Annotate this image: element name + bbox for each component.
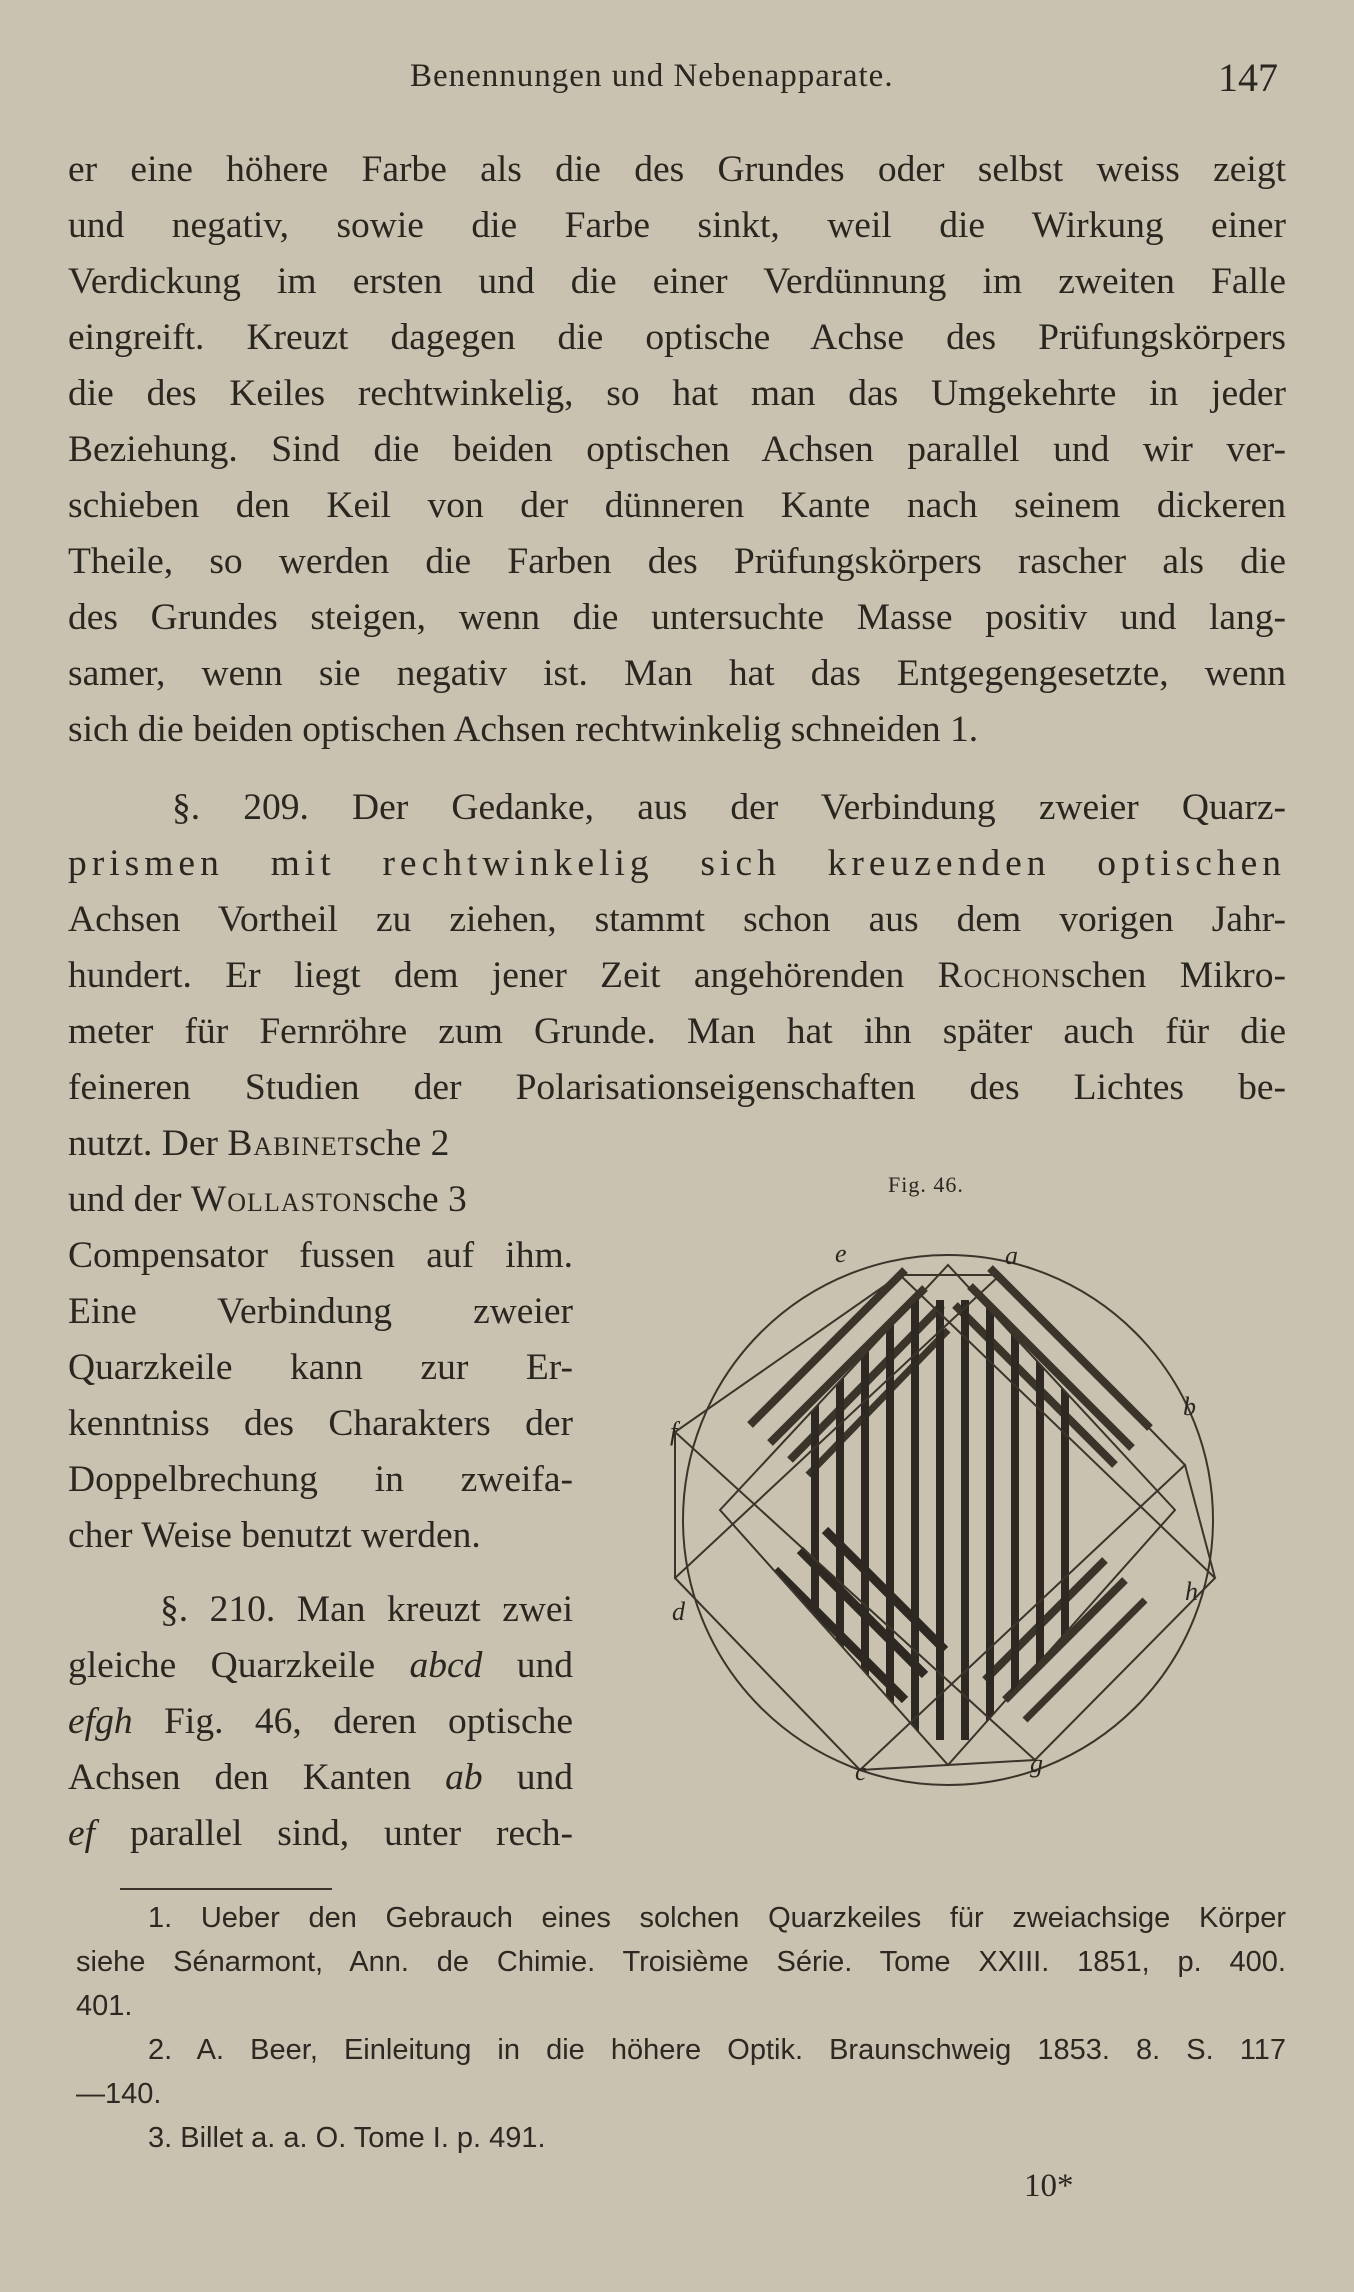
text-run: sche 2 (354, 1123, 450, 1164)
page-number: 147 (1218, 55, 1278, 100)
italic-letters: ef (68, 1813, 96, 1854)
text-line: Achsen Vortheil zu ziehen, stammt schon aus dem vorigen Jahr- (68, 899, 1286, 940)
text-line: und negativ, sowie die Farbe sinkt, weil die Wirkung einer (68, 205, 1286, 246)
text-run: und der (68, 1179, 191, 1220)
text-run: und (482, 1757, 573, 1798)
label-g: g (1030, 1749, 1043, 1778)
wedge-efgh-outline (675, 1275, 1215, 1760)
section-209 (68, 780, 1286, 1116)
text-run: Achsen den Kanten (68, 1757, 446, 1798)
text-line (68, 948, 1286, 1004)
text-line: Beziehung. Sind die beiden optischen Achsen parallel und wir ver- (68, 429, 1286, 470)
figure-labels (670, 1239, 1198, 1786)
text-line: des Grundes steigen, wenn die untersuchte Masse positiv und lang- (68, 597, 1286, 638)
text-line: Quarzkeile kann zur Er- (68, 1347, 573, 1388)
label-e: e (835, 1239, 847, 1268)
running-head (0, 55, 1354, 108)
text-line: meter für Fernröhre zum Grunde. Man hat ihn später auch für die (68, 1011, 1286, 1052)
footnote-line: 2. A. Beer, Einleitung in die höhere Optik. Braunschweig 1853. 8. S. 117 (148, 2034, 1286, 2066)
author-name: Rochon (937, 955, 1062, 996)
footnotes (76, 1896, 1286, 2160)
text-line: schieben den Keil von der dünneren Kante nach seinem dickeren (68, 485, 1286, 526)
running-head-title: Benennungen und Nebenapparate. (410, 58, 894, 94)
text-run: sche 3 (372, 1179, 467, 1220)
text-line: cher Weise benutzt werden. (68, 1515, 481, 1556)
footnote-line: 3. Billet a. a. O. Tome I. p. 491. (148, 2122, 546, 2154)
text-line (68, 1172, 573, 1228)
paragraph-gap (68, 1564, 573, 1582)
quartz-wedge-figure (650, 1160, 1230, 1800)
label-f: f (670, 1417, 678, 1446)
text-line (68, 1750, 573, 1806)
text-run: schen Mikro- (1061, 955, 1286, 996)
footnote-line: —140. (76, 2078, 162, 2110)
italic-letters: ab (445, 1757, 483, 1798)
text-run: parallel sind, unter rech- (95, 1813, 573, 1854)
footnote-line: siehe Sénarmont, Ann. de Chimie. Troisième Série. Tome XXIII. 1851, p. 400. (76, 1946, 1286, 1978)
hatch-line (808, 1330, 948, 1475)
text-line: kenntniss des Charakters der (68, 1403, 573, 1444)
text-line: samer, wenn sie negativ ist. Man hat das Entgegengesetzte, wenn (68, 653, 1286, 694)
text-line (68, 1638, 573, 1694)
text-line: er eine höhere Farbe als die des Grundes oder selbst weiss zeigt (68, 149, 1286, 190)
label-h: h (1185, 1577, 1198, 1606)
label-a: a (1005, 1241, 1018, 1270)
text-line: sich die beiden optischen Achsen rechtwinkelig schneiden 1. (68, 709, 979, 750)
text-run: und (482, 1645, 573, 1686)
text-line (68, 1116, 573, 1172)
wedge-edge (860, 1760, 1035, 1770)
hatch-group-right (955, 1268, 1150, 1465)
text-line (68, 1806, 573, 1862)
text-line: die des Keiles rechtwinkelig, so hat man das Umgekehrte in jeder (68, 373, 1286, 414)
figure-caption: Fig. 46. (888, 1172, 964, 1197)
hatch-line (955, 1305, 1115, 1465)
label-d: d (672, 1597, 685, 1626)
text-line: Theile, so werden die Farben des Prüfungskörpers rascher als die (68, 541, 1286, 582)
text-line: prismen mit rechtwinkelig sich kreuzenden optischen (68, 843, 1286, 884)
footnote-line: 401. (76, 1990, 133, 2022)
narrow-column (68, 1116, 573, 1862)
label-b: b (1183, 1392, 1196, 1421)
text-line: Doppelbrechung in zweifa- (68, 1459, 573, 1500)
label-c: c (855, 1757, 867, 1786)
text-run: gleiche Quarzkeile (68, 1645, 410, 1686)
footnote-rule (120, 1888, 332, 1890)
text-line: §. 210. Man kreuzt zwei (160, 1589, 573, 1630)
text-run: hundert. Er liegt dem jener Zeit angehörenden (68, 955, 938, 996)
text-line: §. 209. Der Gedanke, aus der Verbindung zweier Quarz- (172, 787, 1286, 828)
italic-letters: abcd (409, 1645, 483, 1686)
author-name: Wollaston (190, 1179, 373, 1220)
text-line (68, 1694, 573, 1750)
footnote-line: 1. Ueber den Gebrauch eines solchen Quarzkeiles für zweiachsige Körper (148, 1902, 1286, 1934)
wedge-outlines (675, 1265, 1215, 1770)
author-name: Babinet (227, 1123, 355, 1164)
text-line: Compensator fussen auf ihm. (68, 1235, 573, 1276)
text-line: Verdickung im ersten und die einer Verdünnung im zweiten Falle (68, 261, 1286, 302)
printer-signature: 10* (1024, 2168, 1074, 2204)
text-line: eingreift. Kreuzt dagegen die optische Achse des Prüfungskörpers (68, 317, 1286, 358)
italic-letters: efgh (68, 1701, 133, 1742)
inner-square-outline (720, 1265, 1175, 1765)
text-run: Fig. 46, deren optische (132, 1701, 573, 1742)
paragraph-continuation (68, 142, 1286, 758)
text-line: Eine Verbindung zweier (68, 1291, 573, 1332)
text-line: feineren Studien der Polarisationseigenschaften des Lichtes be- (68, 1067, 1286, 1108)
text-run: nutzt. Der (68, 1123, 228, 1164)
